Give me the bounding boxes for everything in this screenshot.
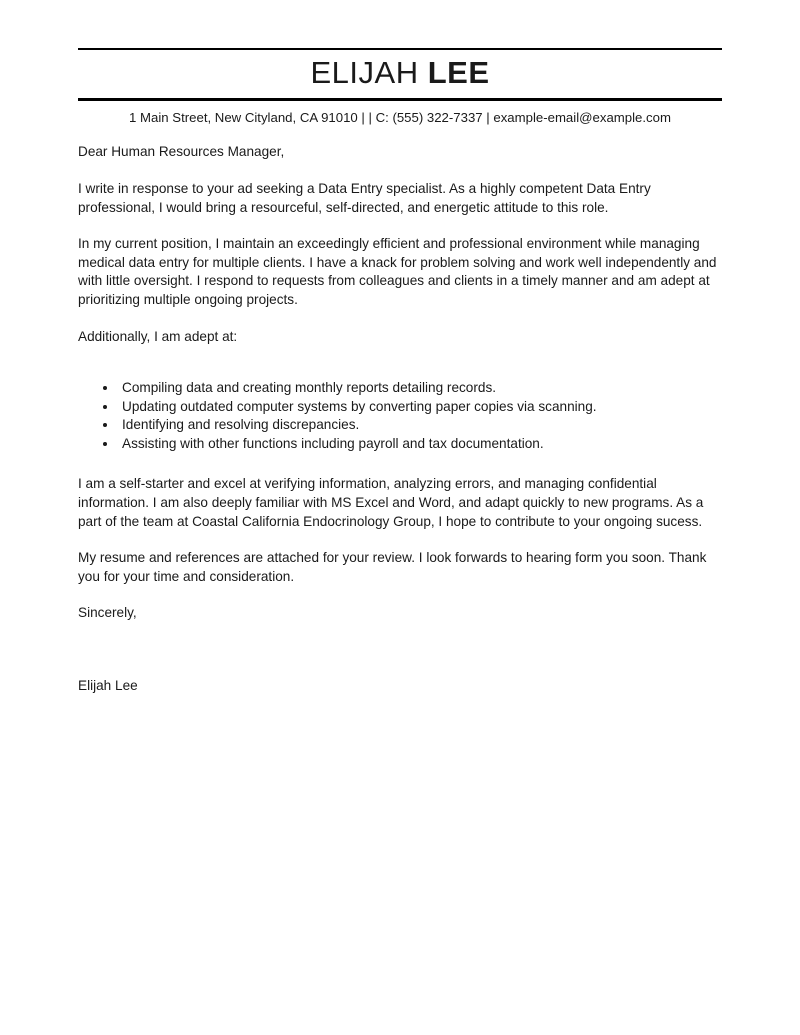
paragraph-intro: I write in response to your ad seeking a Data Entry specialist. As a highly competent Data Entry professional, I would bring a resourceful, self-directed, and energetic attitude to this role.: [78, 180, 651, 215]
bullet-icon: [103, 405, 107, 409]
bullet-icon: [103, 442, 107, 446]
bullet-icon: [103, 386, 107, 390]
paragraph-closing-statement: My resume and references are attached for your review. I look forwards to hearing form you soon. Thank you for your time and consideration.: [78, 550, 707, 584]
list-item-label: Updating outdated computer systems by converting paper copies via scanning.: [122, 398, 597, 414]
bullet-icon: [103, 423, 107, 427]
closing-salutation: Sincerely,: [78, 605, 137, 621]
list-item: [78, 398, 722, 417]
list-item: [78, 379, 722, 398]
list-spacer-bottom: [78, 457, 722, 475]
signature-space: [78, 641, 722, 677]
contact-line: 1 Main Street, New Cityland, CA 91010 | | C: (555) 322-7337 | example-email@example.com: [129, 109, 671, 125]
page-title: [78, 50, 722, 98]
list-spacer-top: [78, 364, 722, 379]
letterhead: [78, 0, 722, 127]
signature-name: Elijah Lee: [78, 678, 138, 694]
applicant-last-name: LEE: [427, 55, 490, 90]
list-item: [78, 416, 722, 435]
document-content: [78, 0, 722, 714]
paragraph-self-starter: I am a self-starter and excel at verifying information, analyzing errors, and managing confidential information. I am also deeply familiar with MS Excel and Word, and adapt quickly to new programs. As a part of the team at Coastal California Endocrinology Group, I hope to contribute to your ongoing sucess.: [78, 476, 704, 529]
applicant-first-name: ELIJAH: [310, 55, 419, 90]
paragraph-current-position: In my current position, I maintain an exceedingly efficient and professional environment while managing medical data entry for multiple clients. I have a knack for problem solving and work well independently and with little oversight. I respond to requests from colleagues and clients in a timely manner and am adept at prioritizing multiple ongoing projects.: [78, 236, 717, 307]
list-item-label: Assisting with other functions including payroll and tax documentation.: [122, 435, 544, 451]
list-item-label: Identifying and resolving discrepancies.: [122, 417, 360, 433]
skills-list-intro: Additionally, I am adept at:: [78, 328, 238, 344]
letter-body: [78, 127, 722, 695]
skills-list: [78, 379, 722, 453]
salutation: Dear Human Resources Manager,: [78, 144, 285, 160]
applicant-name: [78, 57, 722, 90]
list-item-label: Compiling data and creating monthly reports detailing records.: [122, 380, 497, 396]
list-item: [78, 435, 722, 454]
